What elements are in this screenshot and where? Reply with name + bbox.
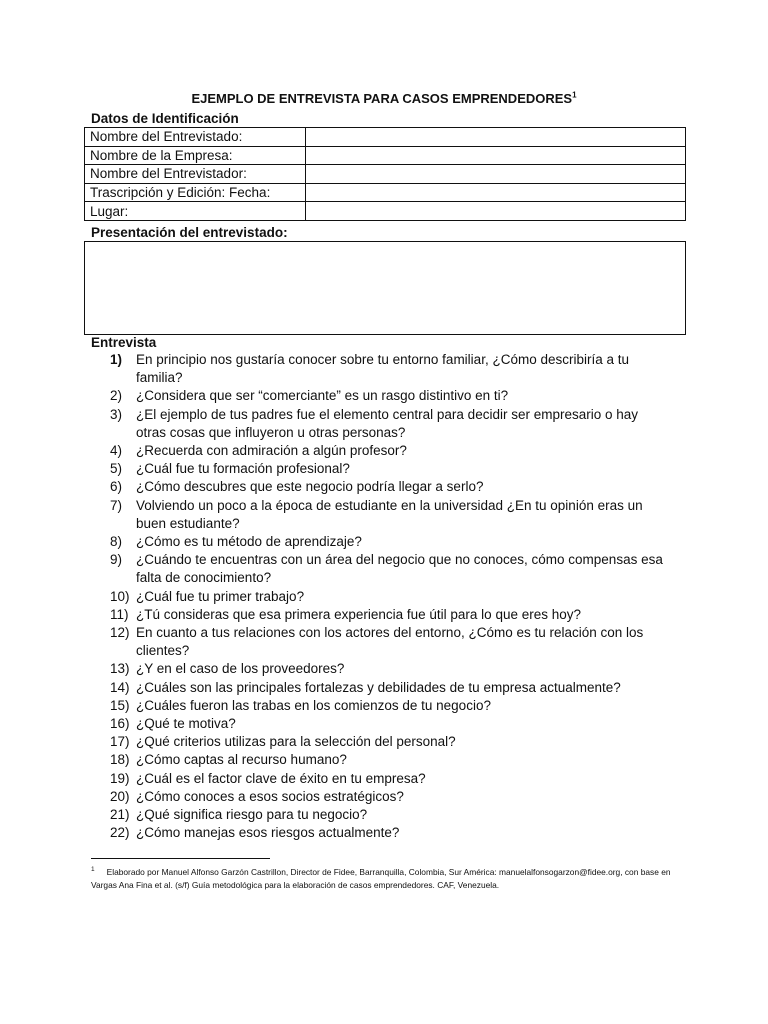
question-text: ¿Considera que ser “comerciante” es un rasgo distintivo en ti? [136,388,509,404]
footnote-mark: 1 [91,866,95,874]
question-text: ¿Cuál fue tu formación profesional? [136,461,350,477]
question-text: En cuanto a tus relaciones con los actores del entorno, ¿Cómo es tu relación con los clientes? [136,625,644,659]
list-item [110,406,670,442]
question-text: ¿Qué te motiva? [136,716,236,732]
list-item [110,806,670,824]
list-item [110,660,670,678]
list-item [110,606,670,624]
question-number: 2) [110,388,123,404]
question-number: 17) [110,734,130,750]
question-text: ¿Cuál es el factor clave de éxito en tu empresa? [136,770,426,786]
list-item [110,351,670,387]
list-item [110,588,670,606]
question-number: 19) [110,770,130,786]
list-item [110,497,670,533]
question-number: 3) [110,406,123,422]
question-number: 9) [110,552,123,568]
list-item [110,387,670,405]
question-number: 8) [110,534,123,550]
question-text: ¿Cómo descubres que este negocio podría llegar a serlo? [136,479,484,495]
label-transcription-date: Trascripción y Edición: Fecha: [85,183,306,202]
question-text: Volviendo un poco a la época de estudiante en la universidad ¿En tu opinión eras un buen estudiante? [136,497,643,531]
footnote-text: Elaborado por Manuel Alfonso Garzón Castrillon, Director de Fidee, Barranquilla, Colombia, Sur América: manuelalfonsogarzon@fidee.org, con base en Vargas Ana Fina et al. (s/f) Guía metodológica para la elaboración de casos emprendedores. CAF, Venezuela. [91,867,671,890]
list-item [110,460,670,478]
table-row [85,165,686,184]
question-text: ¿Recuerda con admiración a algún profesor? [136,443,407,459]
question-number: 6) [110,479,123,495]
question-text: ¿Cómo es tu método de aprendizaje? [136,534,362,550]
question-number: 10) [110,588,130,604]
list-item [110,442,670,460]
label-interviewer-name: Nombre del Entrevistador: [85,165,306,184]
question-number: 18) [110,752,130,768]
list-item [110,624,670,660]
question-text: ¿El ejemplo de tus padres fue el elemento central para decidir ser empresario o hay otras cosas que influyeron u otras personas? [136,406,639,440]
question-text: ¿Cuándo te encuentras con un área del negocio que no conoces, cómo compensas esa falta de conocimiento? [136,552,663,586]
label-place: Lugar: [85,202,306,221]
footnote-divider [91,858,270,859]
question-number: 4) [110,443,123,459]
table-row [85,128,686,147]
label-interviewee-name: Nombre del Entrevistado: [85,128,306,147]
table-row [85,202,686,221]
question-text: ¿Cuál fue tu primer trabajo? [136,588,305,604]
field-transcription-date[interactable] [306,183,686,202]
question-text: ¿Cuáles son las principales fortalezas y debilidades de tu empresa actualmente? [136,679,621,695]
list-item [110,770,670,788]
question-number: 12) [110,625,130,641]
table-row [85,183,686,202]
list-item [110,551,670,587]
list-item [110,679,670,697]
question-number: 21) [110,807,130,823]
list-item [110,533,670,551]
field-interviewer-name[interactable] [306,165,686,184]
question-number: 1) [110,352,123,367]
question-text: ¿Qué criterios utilizas para la selección del personal? [136,734,456,750]
document-title-text: EJEMPLO DE ENTREVISTA PARA CASOS EMPRENDEDORES [191,91,573,106]
table-row [85,146,686,165]
interview-heading: Entrevista [91,335,157,350]
label-company-name: Nombre de la Empresa: [85,146,306,165]
question-text: ¿Y en el caso de los proveedores? [136,661,345,677]
question-number: 22) [110,825,130,841]
field-interviewee-name[interactable] [306,128,686,147]
question-text: En principio nos gustaría conocer sobre tu entorno familiar, ¿Cómo describiría a tu familia? [136,352,629,386]
question-number: 13) [110,661,130,677]
question-number: 14) [110,679,130,695]
list-item [110,788,670,806]
list-item [110,715,670,733]
list-item [110,733,670,751]
question-text: ¿Tú consideras que esa primera experiencia fue útil para lo que eres hoy? [136,606,581,622]
question-number: 7) [110,497,123,513]
question-text: ¿Cuáles fueron las trabas en los comienzos de tu negocio? [136,697,491,713]
question-text: ¿Cómo manejas esos riesgos actualmente? [136,825,400,841]
question-text: ¿Cómo conoces a esos socios estratégicos? [136,788,404,804]
presentation-heading: Presentación del entrevistado: [91,225,288,240]
field-company-name[interactable] [306,146,686,165]
question-number: 16) [110,716,130,732]
list-item [110,478,670,496]
list-item [110,824,670,842]
list-item [110,697,670,715]
identification-heading: Datos de Identificación [91,111,239,126]
field-place[interactable] [306,202,686,221]
question-list [110,351,670,842]
question-text: ¿Cómo captas al recurso humano? [136,752,347,768]
question-number: 11) [110,606,129,622]
document-title [0,91,768,106]
presentation-field[interactable] [84,241,686,335]
question-number: 20) [110,788,130,804]
footnote [91,866,691,891]
identification-table [84,127,686,221]
question-number: 5) [110,461,123,477]
question-text: ¿Qué significa riesgo para tu negocio? [136,807,368,823]
list-item [110,751,670,769]
question-number: 15) [110,697,130,713]
title-footnote-mark[interactable]: 1 [572,90,577,100]
